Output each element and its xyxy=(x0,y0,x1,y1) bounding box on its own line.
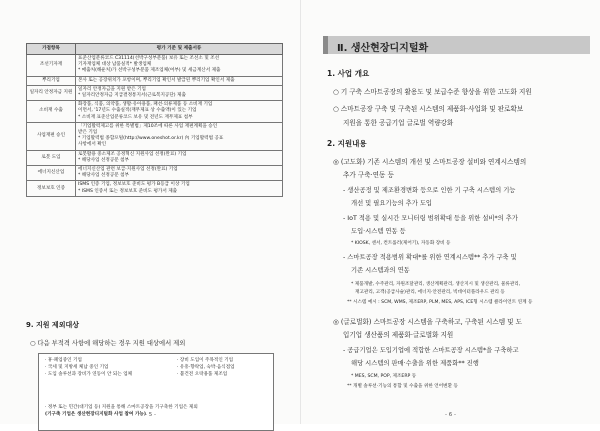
table-cell-criteria xyxy=(76,101,283,123)
footnote: * KIOSK, 센서, 컨트롤러(제어기), 자동화 장비 등 xyxy=(351,241,451,246)
dash-item: 개선 및 필요기능의 추가 도입 xyxy=(351,200,432,207)
chapter-title-bar xyxy=(323,36,590,54)
table-cell-category: 정보보호 인증 xyxy=(27,181,76,196)
criteria-line: 본사 또는 공장위치가 포항이며, 뿌리기업 확인서 발급된 뿌리기업 확인서 제출 xyxy=(78,77,235,83)
dash-item: - IoT 적용 및 실시간 모니터링 범위확대 등을 위한 설비*의 추가 xyxy=(343,215,518,222)
footnote: * 제품개발, 수주관리, 자원조달관리, 생산계획관리, 생산지시 및 생산관리, 물류관리, xyxy=(351,282,521,287)
exclusion-item: · 도입 솔루션과 장비가 연동이 안 되는 업체 xyxy=(45,372,133,377)
table-row xyxy=(27,150,283,165)
table-cell-criteria xyxy=(76,122,283,150)
exclusion-item: · 장비 도입이 주목적인 기업 xyxy=(177,358,234,363)
dash-item: 해당 시스템의 판매·수출을 위한 제품화** 진행 xyxy=(351,360,479,367)
section-heading: 9. 지원 제외대상 xyxy=(26,321,79,329)
paragraph: 입기업 생산품의 제품화·글로벌화 지원 xyxy=(343,331,454,339)
table-row xyxy=(27,85,283,100)
exclusion-note xyxy=(45,404,269,418)
criteria-note: * 매출처(해운처)가 선박구성부분품 제조업체(여부) 및 세금계산서 제출 xyxy=(78,68,221,74)
criteria-line: 표준산업분류코드 C31114(선박구성부분품) 보유 또는 조선소 및 조선 xyxy=(78,56,220,61)
paragraph: ○ 스마트공장 구축 및 구축된 시스템의 제품화·사업화 및 판로확보 xyxy=(333,105,524,113)
dash-item: - 생산공정 및 제조환경변화 등으로 인한 기 구축 시스템의 기능 xyxy=(343,187,516,194)
criteria-note: * 기업활력법 종합포털(http://www.oneshot.or.kr) 內 기업활력법 공표 xyxy=(78,136,224,142)
bonus-criteria-table xyxy=(26,43,283,197)
table-row xyxy=(27,55,283,77)
criteria-line: 받은 기업 xyxy=(78,130,98,136)
exclusion-box xyxy=(38,353,274,431)
exclusion-item: · 불건전 오락용품 제조업 xyxy=(177,372,228,377)
table-cell-criteria xyxy=(76,150,283,165)
table-header-row xyxy=(27,44,283,55)
criteria-line: 일자리 안정자금을 지원 받은 기업 xyxy=(78,86,146,92)
criteria-line: ISMS 인증 기업, 정보보호 준비도 평가 B등급 이상 기업 xyxy=(78,182,190,188)
exclusion-list-left xyxy=(45,357,132,378)
exclusion-item: · 휴·폐업중인 기업 xyxy=(45,358,82,363)
table-cell-criteria xyxy=(76,76,283,85)
chapter-title: Ⅱ. 생산현장디지털화 xyxy=(337,43,429,54)
exclusion-note-emphasis: (기구축 기업은 생산현장디지털화 사업 참여 가능) xyxy=(45,412,146,417)
table-row xyxy=(27,101,283,123)
table-cell-criteria xyxy=(76,181,283,196)
criteria-note: 사항에서 확인 xyxy=(78,142,107,148)
criteria-note: * 해당사업 선정공문 첨부 xyxy=(78,173,130,179)
paragraph: 지원을 통한 공급기업 글로벌 역량강화 xyxy=(343,119,454,127)
paragraph: ○ 기 구축 스마트공장의 활용도 및 보급수준 향상을 위한 고도화 지원 xyxy=(333,88,532,96)
exclusion-item: · 유흥·향락업, 숙박·음식점업 xyxy=(177,365,235,370)
criteria-line: 「기업활력제고를 위한 특별법」제10조에 따른 사업 재편계획을 승인 xyxy=(78,123,218,129)
table-row xyxy=(27,166,283,181)
table-cell-category: 사업재편 승인 xyxy=(27,122,76,150)
table-row xyxy=(27,181,283,196)
exclusion-list-right xyxy=(177,357,235,378)
dash-item: - 스마트공장 적용범위 확대*를 위한 연계시스템** 추가 구축 및 xyxy=(343,254,517,261)
criteria-line: 에너지신산업 관련 보급·지원사업 선정(완료) 기업 xyxy=(78,167,178,173)
table-header: 평가 기준 및 제출서류 xyxy=(76,44,283,55)
criteria-note: * 소비재 표준산업분류코드 보유 및 전년도 재무제표 첨부 xyxy=(78,114,193,120)
paragraph: 추가 구축·연동 등 xyxy=(343,171,394,179)
table-header: 가점항목 xyxy=(27,44,76,55)
table-cell-category: 소비재 수출 xyxy=(27,101,76,123)
table-row xyxy=(27,76,283,85)
criteria-line: 기자재업체 대상 납품실적* 발생업체 xyxy=(78,62,152,68)
table-cell-criteria xyxy=(76,166,283,181)
criteria-note: * 해당사업 선정공문 첨부 xyxy=(78,157,130,163)
footnote: 재고관리, 고객(공급사슬)관리, 에너지·안전관리, 빅데이터플라우드 관리 등 xyxy=(355,290,505,295)
table-row xyxy=(27,122,283,150)
criteria-note: * ISMS 인증서 또는 정보보호 준비도 평가서 제출 xyxy=(78,188,178,194)
table-cell-criteria xyxy=(76,85,283,100)
section-heading: 1. 사업 개요 xyxy=(327,69,370,78)
criteria-line: 이면서, '17년도 수출실적(재무제표 상 수출액)이 있는 기업 xyxy=(78,108,197,114)
section-heading: 2. 지원내용 xyxy=(327,139,367,148)
table-cell-category: 일자리 안정자금 지원 xyxy=(27,85,76,100)
dash-item: 도입·시스템 연동 등 xyxy=(351,228,406,235)
paragraph: ◎ (글로벌화) 스마트공장 시스템을 구축하고, 구축된 시스템 및 도 xyxy=(333,318,523,326)
table-cell-category: 에너지신산업 xyxy=(27,166,76,181)
left-page xyxy=(0,0,301,424)
dash-item: 기존 시스템과의 연동 xyxy=(351,267,410,274)
footnote: * MES, SCM, POP, 제조ERP 등 xyxy=(351,374,417,379)
page-number: - 6 - xyxy=(445,412,456,418)
section-bullet: ○ 다음 부적격 사항에 해당하는 경우 지원 대상에서 제외 xyxy=(30,340,186,347)
table-cell-category: 조선기자재 xyxy=(27,55,76,77)
footnote: ** 개별 솔루션·기능의 통합 및 수출을 위한 언어변환 등 xyxy=(347,384,458,389)
table-cell-category: 뿌리기업 xyxy=(27,76,76,85)
right-page xyxy=(301,0,600,424)
footnote: ** 시스템 예시 : SCM, WMS, 제조ERP, PLM, MES, APS, ICE형 시스템 클라이언트 연계 등 xyxy=(347,300,533,305)
criteria-note: * 일자리안정자금 지급결정통지서(근로복지공단) 제출 xyxy=(78,93,186,99)
criteria-line: 로봇활용 중소제조 공정혁신 지원사업 선정(완료) 기업 xyxy=(78,151,187,157)
paragraph: ◎ (고도화) 기존 시스템의 개선 및 스마트공장 설비와 연계시스템의 xyxy=(333,158,527,166)
page-number: - 5 - xyxy=(145,412,156,418)
criteria-line: 화장품, 식품, 의약품, 생활·유아용품, 패션·의류제품 등 소비재 기업 xyxy=(78,102,213,108)
dash-item: - 공급기업은 도입기업에 적합한 스마트공장 시스템*을 구축하고 xyxy=(343,347,519,354)
exclusion-note-line: · 정부 또는 민간(대기업 등) 지원을 통해 스마트공장을 기구축한 기업은 제외 xyxy=(45,405,198,410)
table-cell-criteria xyxy=(76,55,283,77)
exclusion-item: · 국세 및 지방세 체납 중인 기업 xyxy=(45,365,109,370)
table-cell-category: 로봇 도입 xyxy=(27,150,76,165)
